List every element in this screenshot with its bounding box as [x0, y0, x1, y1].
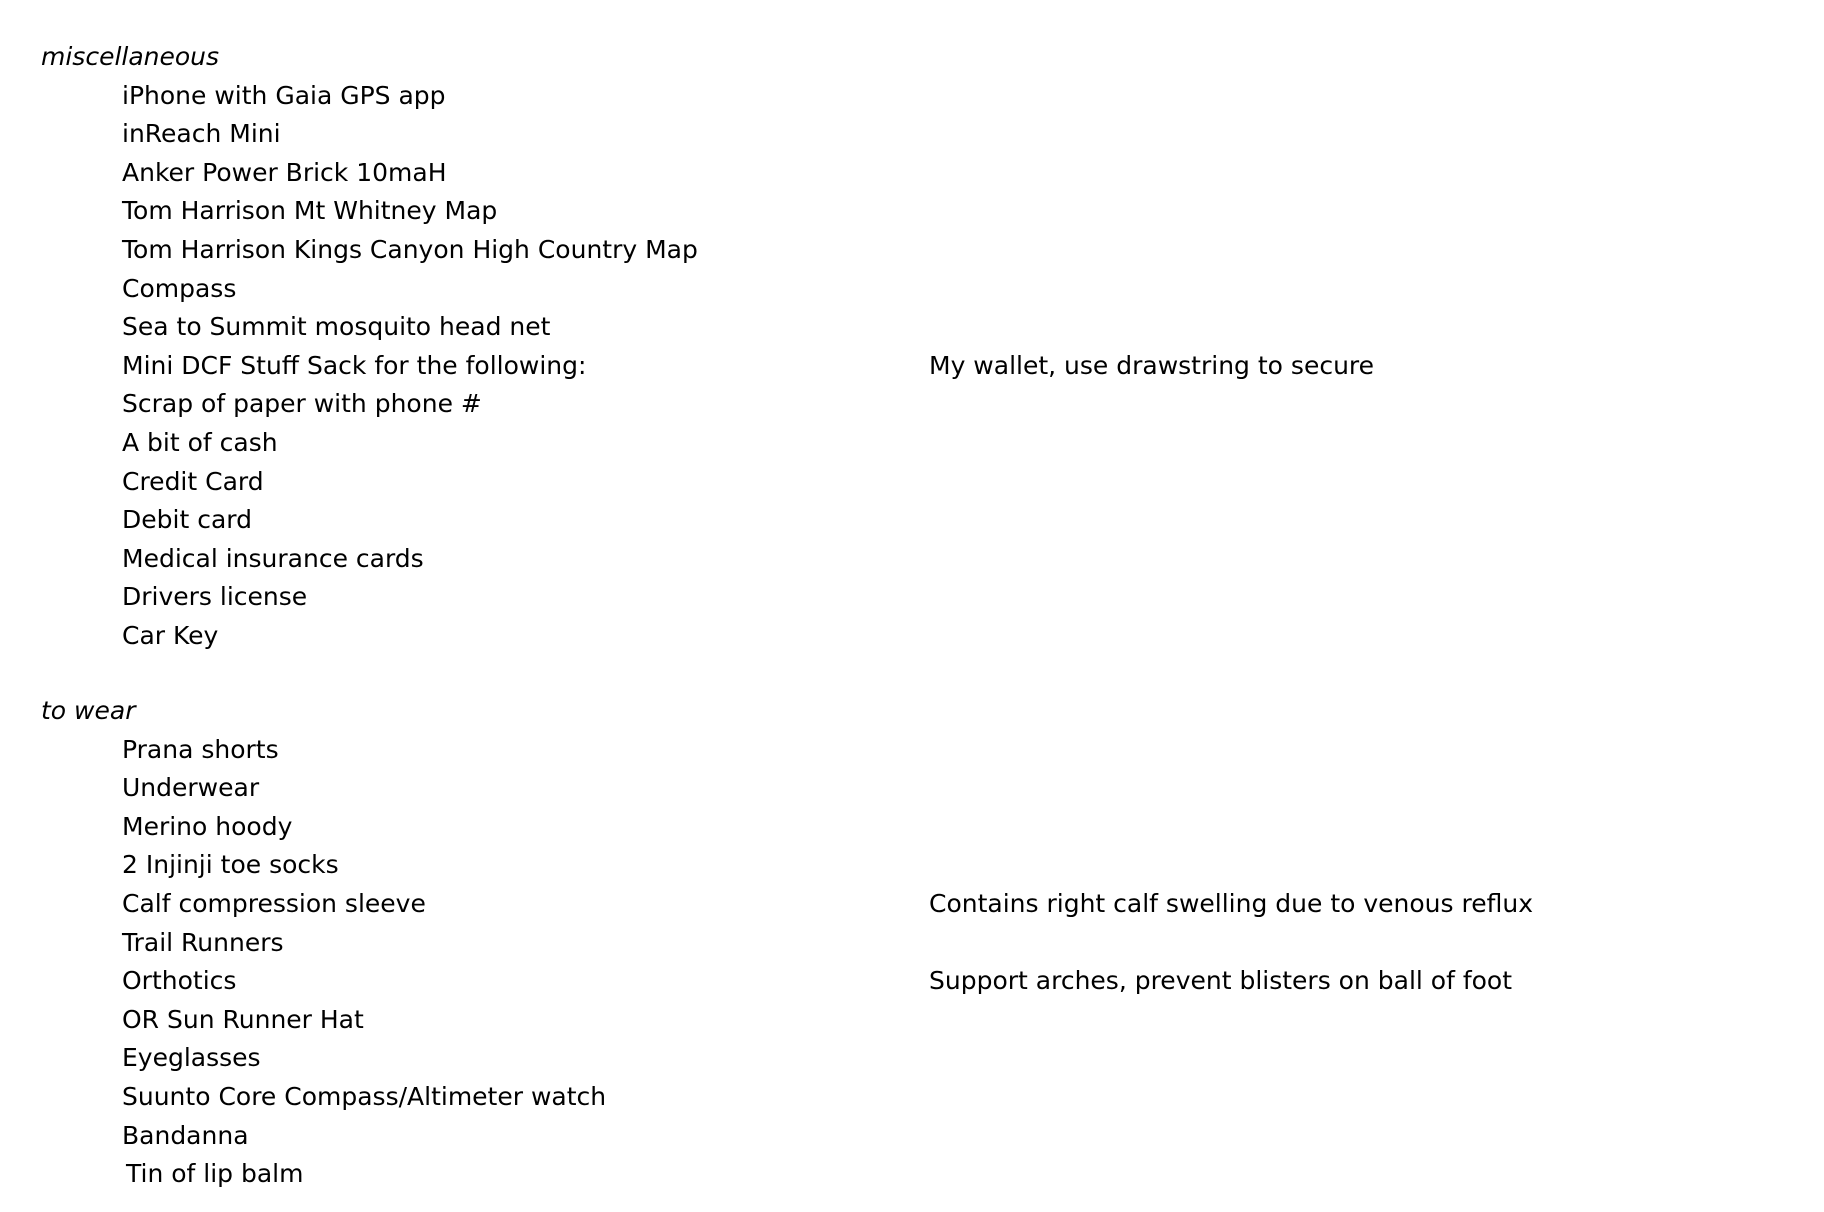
- list-item: [0, 463, 1824, 502]
- item-label: OR Sun Runner Hat: [122, 1004, 364, 1034]
- item-label: Scrap of paper with phone #: [122, 389, 482, 419]
- list-item: [0, 1078, 1824, 1117]
- item-note: My wallet, use drawstring to secure: [929, 350, 1375, 380]
- list-item: [0, 308, 1824, 347]
- item-label: Merino hoody: [122, 811, 293, 841]
- list-item: [0, 924, 1824, 963]
- list-item: [0, 846, 1824, 885]
- list-item: [0, 1001, 1824, 1040]
- list-item: [0, 192, 1824, 231]
- list-item: [0, 885, 1824, 924]
- list-item: [0, 578, 1824, 617]
- item-label: Anker Power Brick 10maH: [122, 157, 447, 187]
- list-item: [0, 231, 1824, 270]
- item-label: Medical insurance cards: [122, 543, 424, 573]
- item-note: Support arches, prevent blisters on ball of foot: [929, 966, 1513, 996]
- list-item: [0, 1117, 1824, 1156]
- list-item: [0, 270, 1824, 309]
- item-label: Underwear: [122, 773, 260, 803]
- item-label: Car Key: [122, 620, 219, 650]
- section-heading: to wear: [41, 696, 136, 725]
- item-label: 2 Injinji toe socks: [122, 850, 339, 880]
- item-label: Suunto Core Compass/Altimeter watch: [122, 1081, 607, 1111]
- list-item: [0, 347, 1824, 386]
- list-item: [0, 540, 1824, 579]
- list-item: [0, 808, 1824, 847]
- list-item: [0, 617, 1824, 656]
- list-item: [0, 424, 1824, 463]
- item-label: Calf compression sleeve: [122, 888, 426, 918]
- item-label: Trail Runners: [122, 927, 284, 957]
- item-label: Credit Card: [122, 466, 264, 496]
- list-item: [0, 769, 1824, 808]
- item-label: Orthotics: [122, 966, 237, 996]
- item-label: Sea to Summit mosquito head net: [122, 312, 551, 342]
- item-label: inReach Mini: [122, 119, 281, 149]
- item-label: Prana shorts: [122, 734, 279, 764]
- item-label: Eyeglasses: [122, 1043, 261, 1073]
- item-note: Contains right calf swelling due to venous reflux: [929, 888, 1533, 918]
- list-item: [0, 1039, 1824, 1078]
- list-item: [0, 385, 1824, 424]
- item-label: Debit card: [122, 505, 252, 535]
- section-miscellaneous: [0, 38, 1824, 656]
- list-item: [0, 115, 1824, 154]
- list-item: [0, 154, 1824, 193]
- item-label: Tom Harrison Kings Canyon High Country Map: [122, 234, 698, 264]
- item-label: Tin of lip balm: [126, 1159, 304, 1189]
- list-item: [0, 962, 1824, 1001]
- item-label: Drivers license: [122, 582, 308, 612]
- item-label: Tom Harrison Mt Whitney Map: [122, 196, 498, 226]
- item-label: Mini DCF Stuff Sack for the following:: [122, 350, 587, 380]
- item-label: Compass: [122, 273, 237, 303]
- item-label: iPhone with Gaia GPS app: [122, 80, 446, 110]
- section-to-wear: [0, 692, 1824, 1194]
- item-label: A bit of cash: [122, 427, 278, 457]
- list-item: [0, 731, 1824, 770]
- section-heading: miscellaneous: [41, 42, 220, 71]
- list-item: [0, 501, 1824, 540]
- list-item: [0, 1155, 1824, 1194]
- item-label: Bandanna: [122, 1120, 249, 1150]
- list-item: [0, 77, 1824, 116]
